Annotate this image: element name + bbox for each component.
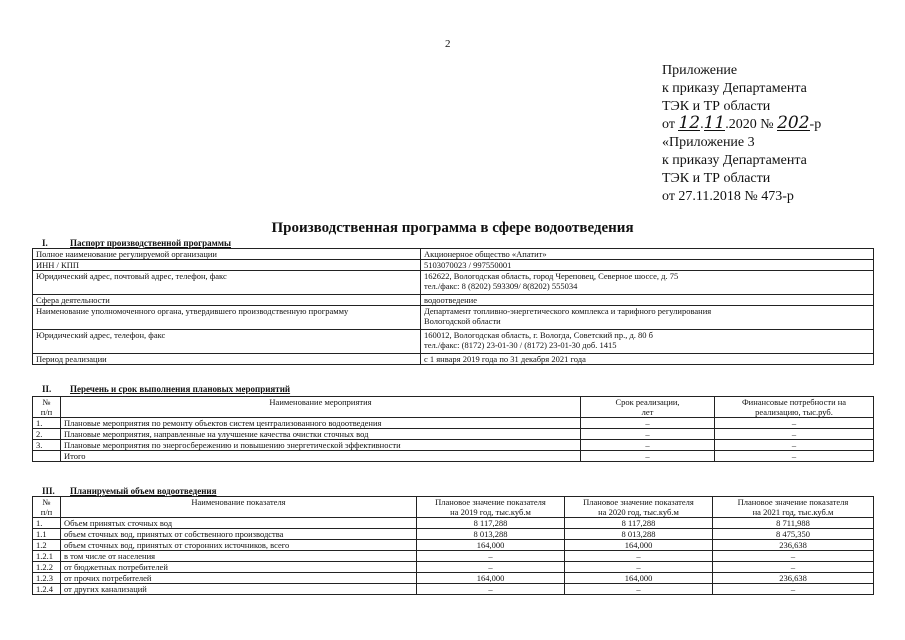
- table-cell: 3.: [33, 440, 61, 451]
- table-row: [33, 551, 874, 562]
- section-title: Паспорт производственной программы: [70, 238, 231, 248]
- table-row: [33, 540, 874, 551]
- table-cell: 8 117,288: [565, 518, 713, 529]
- column-header: [713, 497, 874, 518]
- handwritten-day: 12: [678, 113, 701, 133]
- appendix-line: Приложение: [662, 63, 738, 78]
- section-heading-measures: [42, 384, 290, 394]
- table-cell: 1.2.4: [33, 584, 61, 595]
- cell-line: 160012, Вологодская область, г. Вологда, Советский пр., д. 80 б: [424, 330, 654, 340]
- table-row: [33, 306, 874, 330]
- table-cell: Сфера деятельности: [33, 295, 421, 306]
- table-cell: –: [417, 551, 565, 562]
- table-cell: 164,000: [565, 540, 713, 551]
- date-prefix: от: [662, 117, 675, 132]
- table-cell: –: [581, 418, 715, 429]
- table-cell: ИНН / КПП: [33, 260, 421, 271]
- handwritten-month: 11: [703, 113, 726, 133]
- appendix-block: [662, 62, 821, 206]
- table-cell: 8 711,988: [713, 518, 874, 529]
- table-cell: Юридический адрес, почтовый адрес, телефон, факс: [33, 271, 421, 295]
- section-title: Перечень и срок выполнения плановых мероприятий: [70, 384, 291, 394]
- table-row: [33, 260, 874, 271]
- column-header: [581, 397, 715, 418]
- table-cell: –: [581, 451, 715, 462]
- table-row: [33, 249, 874, 260]
- table-cell: 8 475,350: [713, 529, 874, 540]
- table-cell: 236,638: [713, 540, 874, 551]
- header-line: реализацию, тыс.руб.: [755, 407, 833, 417]
- table-cell: –: [565, 584, 713, 595]
- table-header-row: [33, 397, 874, 418]
- table-cell: 8 013,288: [417, 529, 565, 540]
- table-row: [33, 562, 874, 573]
- table-row: [33, 440, 874, 451]
- column-header: [565, 497, 713, 518]
- page-number: 2: [445, 38, 451, 50]
- table-cell: 1.2.1: [33, 551, 61, 562]
- header-line: Срок реализации,: [615, 397, 680, 407]
- date-year: .2020 №: [725, 117, 774, 132]
- table-cell: 164,000: [565, 573, 713, 584]
- appendix-line: от 27.11.2018 № 473-р: [662, 189, 794, 204]
- table-cell: от других канализаций: [61, 584, 417, 595]
- header-line: на 2021 год, тыс.куб.м: [752, 507, 834, 517]
- table-cell: [33, 451, 61, 462]
- table-cell: 1.2.2: [33, 562, 61, 573]
- section-heading-volume: [42, 486, 216, 496]
- handwritten-order-number: 202: [777, 113, 810, 133]
- table-cell: Период реализации: [33, 354, 421, 365]
- header-line: п/п: [40, 407, 53, 417]
- cell-line: 162622, Вологодская область, город Череповец, Северное шоссе, д. 75: [424, 271, 679, 281]
- table-cell: объем сточных вод, принятых от сторонних источников, всего: [61, 540, 417, 551]
- table-cell: –: [417, 584, 565, 595]
- header-line: №: [42, 497, 51, 507]
- table-cell: 2.: [33, 429, 61, 440]
- order-suffix: -р: [809, 117, 822, 132]
- section-title: Планируемый объем водоотведения: [70, 486, 217, 496]
- table-cell: 1.: [33, 418, 61, 429]
- table-cell: в том числе от населения: [61, 551, 417, 562]
- column-header: [715, 397, 874, 418]
- column-header: Наименование показателя: [61, 497, 417, 518]
- volume-table: [32, 496, 874, 595]
- table-cell: водоотведение: [421, 295, 874, 306]
- header-line: №: [42, 397, 51, 407]
- table-row: [33, 573, 874, 584]
- cell-line: Вологодской области: [424, 316, 501, 326]
- appendix-line: «Приложение 3: [662, 135, 755, 150]
- table-cell: 164,000: [417, 540, 565, 551]
- table-row: [33, 451, 874, 462]
- table-cell: –: [715, 429, 874, 440]
- table-cell: с 1 января 2019 года по 31 декабря 2021 года: [421, 354, 874, 365]
- header-line: Плановое значение показателя: [737, 497, 849, 507]
- date-separator: .: [700, 117, 704, 132]
- appendix-line: ТЭК и ТР области: [662, 171, 771, 186]
- table-cell: –: [715, 440, 874, 451]
- header-line: п/п: [40, 507, 53, 517]
- table-cell: –: [713, 562, 874, 573]
- table-row: [33, 529, 874, 540]
- header-line: Плановое значение показателя: [583, 497, 694, 507]
- cell-line: тел./факс: (8172) 23-01-30 / (8172) 23-01-30 доб. 1415: [424, 340, 617, 350]
- table-cell: –: [565, 562, 713, 573]
- table-cell: 1.2.3: [33, 573, 61, 584]
- table-row: [33, 295, 874, 306]
- table-cell: Объем принятых сточных вод: [61, 518, 417, 529]
- table-cell: –: [713, 551, 874, 562]
- table-cell: –: [715, 451, 874, 462]
- column-header: [417, 497, 565, 518]
- appendix-line: к приказу Департамента: [662, 81, 807, 96]
- table-cell: Юридический адрес, телефон, факс: [33, 330, 421, 354]
- table-row: [33, 429, 874, 440]
- table-cell: 1.1: [33, 529, 61, 540]
- section-number: III.: [42, 486, 55, 496]
- table-cell: 5103070023 / 997550001: [421, 260, 874, 271]
- table-cell: [421, 306, 874, 330]
- table-cell: от прочих потребителей: [61, 573, 417, 584]
- table-cell: [421, 330, 874, 354]
- table-row: [33, 271, 874, 295]
- header-line: на 2019 год, тыс.куб.м: [450, 507, 531, 517]
- table-cell: Акционерное общество «Апатит»: [421, 249, 874, 260]
- table-cell: Наименование уполномоченного органа, утвердившего производственную программу: [33, 306, 421, 330]
- table-row: [33, 584, 874, 595]
- table-cell: Плановые мероприятия по ремонту объектов систем централизованного водоотведения: [61, 418, 581, 429]
- table-cell: 164,000: [417, 573, 565, 584]
- section-number: I.: [42, 238, 48, 248]
- header-line: на 2020 год, тыс.куб.м: [598, 507, 679, 517]
- cell-line: тел./факс: 8 (8202) 593309/ 8(8202) 555034: [424, 281, 578, 291]
- table-cell: от бюджетных потребителей: [61, 562, 417, 573]
- table-cell: –: [715, 418, 874, 429]
- table-cell: –: [581, 440, 715, 451]
- passport-table: [32, 248, 874, 365]
- table-cell: 8 117,288: [417, 518, 565, 529]
- header-line: лет: [641, 407, 654, 417]
- table-cell: Полное наименование регулируемой организации: [33, 249, 421, 260]
- column-header: [33, 397, 61, 418]
- table-row: [33, 418, 874, 429]
- section-number: II.: [42, 384, 52, 394]
- table-cell: –: [581, 429, 715, 440]
- table-cell: 8 013,288: [565, 529, 713, 540]
- header-line: Плановое значение показателя: [435, 497, 546, 507]
- table-cell: –: [713, 584, 874, 595]
- document-title: Производственная программа в сфере водоотведения: [271, 220, 634, 236]
- table-row: [33, 354, 874, 365]
- measures-table: [32, 396, 874, 462]
- table-cell: 1.2: [33, 540, 61, 551]
- column-header: Наименование мероприятия: [61, 397, 581, 418]
- table-cell: Плановые мероприятия по энергосбережению и повышению энергетической эффективности: [61, 440, 581, 451]
- table-cell: –: [417, 562, 565, 573]
- appendix-line: ТЭК и ТР области: [662, 99, 771, 114]
- cell-line: Департамент топливно-энергетического комплекса и тарифного регулирования: [424, 306, 712, 316]
- table-cell: –: [565, 551, 713, 562]
- table-cell: 1.: [33, 518, 61, 529]
- table-row: [33, 518, 874, 529]
- header-line: Финансовые потребности на: [741, 397, 847, 407]
- column-header: [33, 497, 61, 518]
- table-cell: 236,638: [713, 573, 874, 584]
- table-header-row: [33, 497, 874, 518]
- table-cell: Плановые мероприятия, направленные на улучшение качества очистки сточных вод: [61, 429, 581, 440]
- section-heading-passport: [42, 238, 231, 248]
- table-cell: [421, 271, 874, 295]
- table-cell: объем сточных вод, принятых от собственного производства: [61, 529, 417, 540]
- table-row: [33, 330, 874, 354]
- appendix-date-line: [662, 113, 822, 134]
- appendix-line: к приказу Департамента: [662, 153, 807, 168]
- table-cell: Итого: [61, 451, 581, 462]
